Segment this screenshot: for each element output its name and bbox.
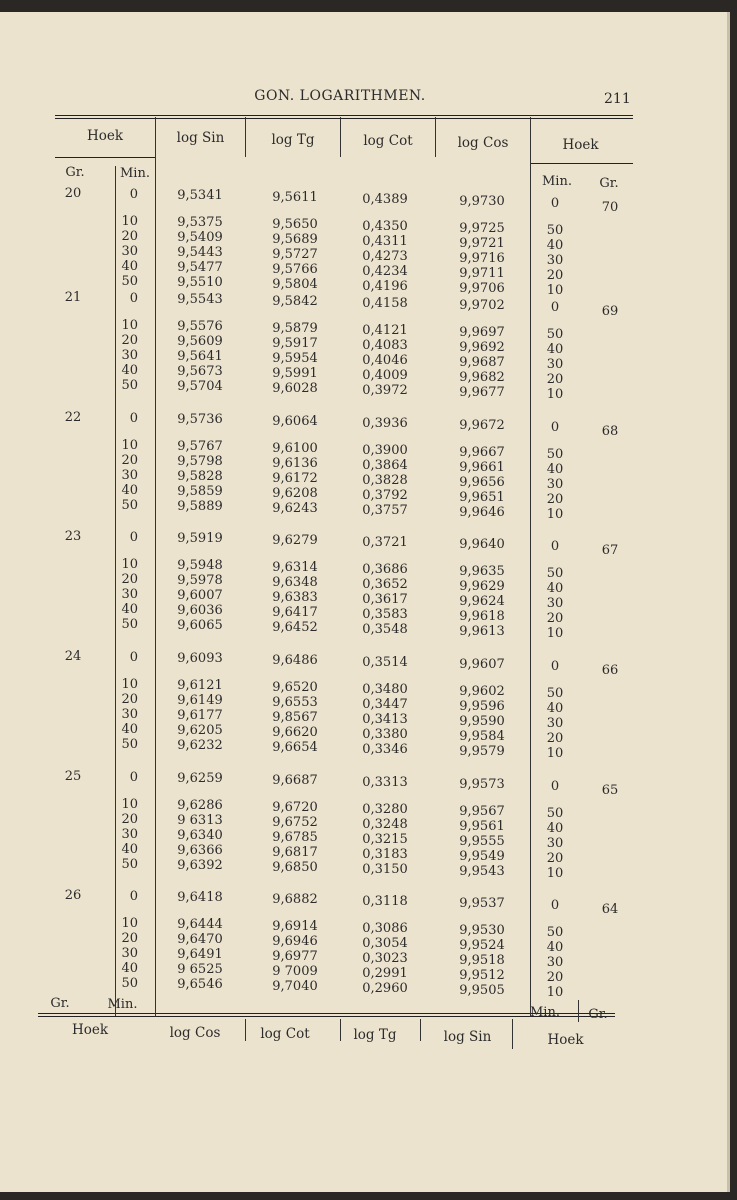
rule-horizontal — [55, 115, 633, 116]
header-log-tg: log Tg — [271, 132, 315, 148]
complement-minute-cell: 10 — [546, 985, 564, 1000]
log-tg-cell: 9,5879 — [272, 321, 318, 336]
complement-minute-cell: 30 — [546, 716, 564, 731]
complement-minute-cell: 10 — [546, 626, 564, 641]
log-cos-cell: 9,9692 — [459, 340, 505, 355]
log-cot-cell: 0,3652 — [362, 577, 408, 592]
complement-minute-cell: 40 — [546, 821, 564, 836]
log-sin-cell: 9,6286 — [177, 798, 223, 813]
complement-minute-cell: 0 — [550, 196, 560, 211]
log-tg-cell: 9,5650 — [272, 217, 318, 232]
log-tg-cell: 9,6785 — [272, 830, 318, 845]
complement-minute-cell: 40 — [546, 462, 564, 477]
log-tg-cell: 9,8567 — [272, 710, 318, 725]
log-cos-cell: 9,9721 — [459, 236, 505, 251]
log-cot-cell: 0,3447 — [362, 697, 408, 712]
minute-cell: 0 — [129, 770, 138, 785]
degree-label: 20 — [64, 186, 82, 201]
log-tg-cell: 9,6279 — [272, 533, 318, 548]
footer-log-cos: log Cos — [169, 1025, 221, 1041]
log-cos-cell: 9,9584 — [459, 729, 505, 744]
complement-minute-cell: 20 — [546, 731, 564, 746]
complement-degree-label: 70 — [601, 200, 619, 215]
minute-cell: 50 — [121, 274, 138, 289]
log-cot-cell: 0,3313 — [362, 775, 408, 790]
log-sin-cell: 9,5609 — [177, 334, 223, 349]
log-cos-cell: 9,9651 — [459, 490, 505, 505]
complement-degree-label: 66 — [601, 663, 619, 678]
minute-cell: 40 — [121, 961, 138, 976]
complement-degree-label: 65 — [601, 783, 619, 798]
footer-hoek-right: Hoek — [547, 1032, 584, 1048]
log-tg-cell: 9 7009 — [272, 964, 318, 979]
minute-cell: 20 — [121, 333, 138, 348]
rule-horizontal — [530, 163, 633, 164]
complement-minute-cell: 40 — [546, 342, 564, 357]
log-cot-cell: 0,4158 — [362, 296, 408, 311]
log-cot-cell: 0,3864 — [362, 458, 408, 473]
footer-log-tg: log Tg — [353, 1027, 397, 1043]
complement-minute-cell: 20 — [546, 268, 564, 283]
log-cot-cell: 0,4196 — [362, 279, 408, 294]
log-tg-cell: 9,6136 — [272, 456, 318, 471]
log-sin-cell: 9 6313 — [177, 813, 223, 828]
log-cot-cell: 0,4234 — [362, 264, 408, 279]
degree-label: 22 — [64, 410, 82, 425]
minute-cell: 10 — [121, 214, 138, 229]
log-cot-cell: 0,4350 — [362, 219, 408, 234]
log-cot-cell: 0,3118 — [362, 894, 408, 909]
log-cos-cell: 9,9549 — [459, 849, 505, 864]
log-tg-cell: 9,5727 — [272, 247, 318, 262]
running-head: GON. LOGARITHMEN. — [254, 88, 426, 104]
log-cos-cell: 9,9635 — [459, 564, 505, 579]
degree-label: 24 — [64, 649, 82, 664]
rule-vertical — [155, 117, 156, 1017]
complement-degree-label: 64 — [601, 902, 619, 917]
log-cot-cell: 0,3548 — [362, 622, 408, 637]
complement-minute-cell: 0 — [550, 898, 560, 913]
log-cot-cell: 0,3617 — [362, 592, 408, 607]
book-page — [0, 12, 730, 1192]
rule-vertical — [340, 117, 341, 157]
log-sin-cell: 9 6525 — [177, 962, 223, 977]
minute-cell: 50 — [121, 976, 138, 991]
complement-minute-cell: 40 — [546, 701, 564, 716]
log-tg-cell: 9,6243 — [272, 501, 318, 516]
log-tg-cell: 9,6882 — [272, 892, 318, 907]
log-tg-cell: 9,6620 — [272, 725, 318, 740]
log-cos-cell: 9,9702 — [459, 298, 505, 313]
minute-cell: 0 — [129, 411, 138, 426]
log-cos-cell: 9,9543 — [459, 864, 505, 879]
log-cos-cell: 9,9596 — [459, 699, 505, 714]
log-cos-cell: 9,9512 — [459, 968, 505, 983]
subheader-min-left: Min. — [120, 166, 150, 181]
log-cos-cell: 9,9661 — [459, 460, 505, 475]
log-cot-cell: 0,3086 — [362, 921, 408, 936]
log-tg-cell: 9,6752 — [272, 815, 318, 830]
log-cos-cell: 9,9607 — [459, 657, 505, 672]
complement-minute-cell: 20 — [546, 851, 564, 866]
log-tg-cell: 9,6687 — [272, 773, 318, 788]
log-tg-cell: 9,6520 — [272, 680, 318, 695]
complement-minute-cell: 50 — [546, 327, 564, 342]
log-cos-cell: 9,9505 — [459, 983, 505, 998]
log-cos-cell: 9,9561 — [459, 819, 505, 834]
rule-vertical — [245, 117, 246, 157]
log-tg-cell: 9,6348 — [272, 575, 318, 590]
minute-cell: 20 — [121, 812, 138, 827]
log-cot-cell: 0,3413 — [362, 712, 408, 727]
footer-gr-left: Gr. — [50, 996, 70, 1011]
log-sin-cell: 9,6149 — [177, 693, 223, 708]
log-cos-cell: 9,9537 — [459, 896, 505, 911]
log-cos-cell: 9,9573 — [459, 777, 505, 792]
log-tg-cell: 9,6100 — [272, 441, 318, 456]
minute-cell: 10 — [121, 916, 138, 931]
log-sin-cell: 9,6036 — [177, 603, 223, 618]
minute-cell: 40 — [121, 363, 138, 378]
log-cos-cell: 9,9613 — [459, 624, 505, 639]
log-tg-cell: 9,5991 — [272, 366, 318, 381]
minute-cell: 0 — [129, 889, 138, 904]
minute-cell: 20 — [121, 453, 138, 468]
header-hoek-left: Hoek — [86, 128, 124, 144]
log-sin-cell: 9,5510 — [177, 275, 223, 290]
footer-hoek-left: Hoek — [71, 1022, 109, 1038]
minute-cell: 30 — [121, 827, 138, 842]
header-log-cot: log Cot — [363, 133, 413, 149]
log-cos-cell: 9,9555 — [459, 834, 505, 849]
log-tg-cell: 9,6817 — [272, 845, 318, 860]
log-sin-cell: 9,5889 — [177, 499, 223, 514]
log-tg-cell: 9,6850 — [272, 860, 318, 875]
minute-cell: 30 — [121, 587, 138, 602]
log-sin-cell: 9,5767 — [177, 439, 223, 454]
minute-cell: 20 — [121, 931, 138, 946]
log-cos-cell: 9,9697 — [459, 325, 505, 340]
log-sin-cell: 9,5978 — [177, 573, 223, 588]
complement-minute-cell: 20 — [546, 492, 564, 507]
log-tg-cell: 9,6553 — [272, 695, 318, 710]
minute-cell: 10 — [121, 797, 138, 812]
degree-label: 21 — [64, 290, 82, 305]
log-cot-cell: 0,3792 — [362, 488, 408, 503]
log-cos-cell: 9,9629 — [459, 579, 505, 594]
minute-cell: 10 — [121, 557, 138, 572]
log-cos-cell: 9,9524 — [459, 938, 505, 953]
degree-label: 23 — [64, 529, 82, 544]
complement-minute-cell: 50 — [546, 566, 564, 581]
minute-cell: 50 — [121, 857, 138, 872]
log-cos-cell: 9,9618 — [459, 609, 505, 624]
complement-minute-cell: 30 — [546, 955, 564, 970]
log-sin-cell: 9,6470 — [177, 932, 223, 947]
log-sin-cell: 9,5543 — [177, 292, 223, 307]
complement-minute-cell: 20 — [546, 372, 564, 387]
log-cos-cell: 9,9624 — [459, 594, 505, 609]
log-cot-cell: 0,4083 — [362, 338, 408, 353]
log-sin-cell: 9,6340 — [177, 828, 223, 843]
log-cot-cell: 0,4009 — [362, 368, 408, 383]
complement-minute-cell: 0 — [550, 300, 560, 315]
log-sin-cell: 9,5477 — [177, 260, 223, 275]
minute-cell: 10 — [121, 318, 138, 333]
minute-cell: 0 — [129, 530, 138, 545]
minute-cell: 40 — [121, 483, 138, 498]
minute-cell: 30 — [121, 244, 138, 259]
log-tg-cell: 9,5917 — [272, 336, 318, 351]
log-cot-cell: 0,3828 — [362, 473, 408, 488]
complement-minute-cell: 40 — [546, 238, 564, 253]
log-cot-cell: 0,3023 — [362, 951, 408, 966]
log-cot-cell: 0,3480 — [362, 682, 408, 697]
complement-minute-cell: 10 — [546, 283, 564, 298]
log-tg-cell: 9,6383 — [272, 590, 318, 605]
log-cot-cell: 0,3514 — [362, 655, 408, 670]
log-sin-cell: 9,5919 — [177, 531, 223, 546]
log-sin-cell: 9,6392 — [177, 858, 223, 873]
log-tg-cell: 9,6977 — [272, 949, 318, 964]
minute-cell: 20 — [121, 229, 138, 244]
header-hoek-right: Hoek — [562, 137, 599, 153]
log-cos-cell: 9,9579 — [459, 744, 505, 759]
complement-minute-cell: 10 — [546, 866, 564, 881]
log-tg-cell: 9,5689 — [272, 232, 318, 247]
minute-cell: 20 — [121, 692, 138, 707]
log-sin-cell: 9,6177 — [177, 708, 223, 723]
log-cot-cell: 0,3936 — [362, 416, 408, 431]
log-tg-cell: 9,6208 — [272, 486, 318, 501]
complement-minute-cell: 30 — [546, 596, 564, 611]
log-sin-cell: 9,6121 — [177, 678, 223, 693]
footer-log-cot: log Cot — [260, 1026, 310, 1042]
complement-minute-cell: 50 — [546, 223, 564, 238]
minute-cell: 10 — [121, 677, 138, 692]
log-sin-cell: 9,6491 — [177, 947, 223, 962]
minute-cell: 0 — [129, 187, 138, 202]
complement-minute-cell: 20 — [546, 970, 564, 985]
subheader-min-right: Min. — [542, 174, 572, 189]
log-cos-cell: 9,9672 — [459, 418, 505, 433]
footer-log-sin: log Sin — [443, 1029, 492, 1045]
footer-min-left: Min. — [107, 997, 138, 1012]
minute-cell: 30 — [121, 946, 138, 961]
log-cot-cell: 0,3248 — [362, 817, 408, 832]
log-cos-cell: 9,9687 — [459, 355, 505, 370]
log-sin-cell: 9,6418 — [177, 890, 223, 905]
minute-cell: 30 — [121, 707, 138, 722]
minute-cell: 0 — [129, 650, 138, 665]
log-tg-cell: 9,7040 — [272, 979, 318, 994]
log-cos-cell: 9,9711 — [459, 266, 505, 281]
log-cot-cell: 0,4121 — [362, 323, 408, 338]
log-cos-cell: 9,9602 — [459, 684, 505, 699]
rule-vertical — [435, 117, 436, 157]
minute-cell: 30 — [121, 468, 138, 483]
log-cot-cell: 0,4046 — [362, 353, 408, 368]
log-cos-cell: 9,9725 — [459, 221, 505, 236]
log-cot-cell: 0,4273 — [362, 249, 408, 264]
degree-label: 25 — [64, 769, 82, 784]
minute-cell: 20 — [121, 572, 138, 587]
degree-label: 26 — [64, 888, 82, 903]
log-sin-cell: 9,5341 — [177, 188, 223, 203]
log-cot-cell: 0,3346 — [362, 742, 408, 757]
log-cot-cell: 0,3280 — [362, 802, 408, 817]
log-cos-cell: 9,9730 — [459, 194, 505, 209]
minute-cell: 40 — [121, 722, 138, 737]
log-cot-cell: 0,4311 — [362, 234, 408, 249]
complement-minute-cell: 0 — [550, 779, 560, 794]
complement-degree-label: 69 — [601, 304, 619, 319]
log-tg-cell: 9,6654 — [272, 740, 318, 755]
complement-minute-cell: 40 — [546, 581, 564, 596]
log-tg-cell: 9,5954 — [272, 351, 318, 366]
log-cot-cell: 0,3183 — [362, 847, 408, 862]
complement-minute-cell: 30 — [546, 253, 564, 268]
log-sin-cell: 9,6232 — [177, 738, 223, 753]
minute-cell: 50 — [121, 737, 138, 752]
log-tg-cell: 9,6914 — [272, 919, 318, 934]
complement-minute-cell: 50 — [546, 925, 564, 940]
minute-cell: 50 — [121, 617, 138, 632]
log-sin-cell: 9,6093 — [177, 651, 223, 666]
complement-minute-cell: 50 — [546, 447, 564, 462]
log-tg-cell: 9,6314 — [272, 560, 318, 575]
log-sin-cell: 9,5828 — [177, 469, 223, 484]
log-cot-cell: 0,3900 — [362, 443, 408, 458]
complement-degree-label: 68 — [601, 424, 619, 439]
log-sin-cell: 9,6007 — [177, 588, 223, 603]
log-cot-cell: 0,3215 — [362, 832, 408, 847]
subheader-gr-left: Gr. — [65, 165, 85, 180]
log-cos-cell: 9,9667 — [459, 445, 505, 460]
log-sin-cell: 9,5704 — [177, 379, 223, 394]
log-sin-cell: 9,5798 — [177, 454, 223, 469]
log-tg-cell: 9,5766 — [272, 262, 318, 277]
log-cos-cell: 9,9706 — [459, 281, 505, 296]
complement-minute-cell: 30 — [546, 477, 564, 492]
complement-minute-cell: 10 — [546, 746, 564, 761]
complement-degree-label: 67 — [601, 543, 619, 558]
log-tg-cell: 9,6946 — [272, 934, 318, 949]
rule-horizontal — [55, 118, 633, 119]
log-sin-cell: 9,6259 — [177, 771, 223, 786]
log-cot-cell: 0,3721 — [362, 535, 408, 550]
page-number: 211 — [604, 91, 631, 107]
log-sin-cell: 9,5859 — [177, 484, 223, 499]
log-cot-cell: 0,3380 — [362, 727, 408, 742]
header-log-cos: log Cos — [457, 135, 509, 151]
header-log-sin: log Sin — [176, 130, 225, 146]
log-tg-cell: 9,6720 — [272, 800, 318, 815]
log-tg-cell: 9,6417 — [272, 605, 318, 620]
log-tg-cell: 9,6486 — [272, 653, 318, 668]
log-sin-cell: 9,5409 — [177, 230, 223, 245]
minute-cell: 40 — [121, 842, 138, 857]
log-sin-cell: 9,6065 — [177, 618, 223, 633]
minute-cell: 40 — [121, 259, 138, 274]
log-sin-cell: 9,5736 — [177, 412, 223, 427]
complement-minute-cell: 0 — [550, 420, 560, 435]
complement-minute-cell: 0 — [550, 539, 560, 554]
log-cos-cell: 9,9640 — [459, 537, 505, 552]
minute-cell: 30 — [121, 348, 138, 363]
log-sin-cell: 9,5948 — [177, 558, 223, 573]
complement-minute-cell: 50 — [546, 686, 564, 701]
log-sin-cell: 9,5576 — [177, 319, 223, 334]
log-sin-cell: 9,6366 — [177, 843, 223, 858]
log-cos-cell: 9,9590 — [459, 714, 505, 729]
log-cos-cell: 9,9682 — [459, 370, 505, 385]
footer-min-right: Min. — [530, 1005, 560, 1020]
complement-minute-cell: 20 — [546, 611, 564, 626]
complement-minute-cell: 10 — [546, 507, 564, 522]
complement-minute-cell: 30 — [546, 357, 564, 372]
minute-cell: 0 — [129, 291, 138, 306]
log-cot-cell: 0,3686 — [362, 562, 408, 577]
log-cot-cell: 0,3972 — [362, 383, 408, 398]
log-cot-cell: 0,4389 — [362, 192, 408, 207]
log-sin-cell: 9,5673 — [177, 364, 223, 379]
log-cos-cell: 9,9656 — [459, 475, 505, 490]
log-cos-cell: 9,9530 — [459, 923, 505, 938]
log-tg-cell: 9,5611 — [272, 190, 318, 205]
complement-minute-cell: 40 — [546, 940, 564, 955]
log-tg-cell: 9,6172 — [272, 471, 318, 486]
log-cot-cell: 0,2991 — [362, 966, 408, 981]
log-cot-cell: 0,3583 — [362, 607, 408, 622]
complement-minute-cell: 0 — [550, 659, 560, 674]
log-sin-cell: 9,6205 — [177, 723, 223, 738]
footer-gr-right: Gr. — [588, 1007, 608, 1022]
log-cot-cell: 0,3054 — [362, 936, 408, 951]
rule-horizontal — [55, 157, 155, 158]
log-cos-cell: 9,9567 — [459, 804, 505, 819]
log-cos-cell: 9,9677 — [459, 385, 505, 400]
minute-cell: 50 — [121, 378, 138, 393]
log-tg-cell: 9,6064 — [272, 414, 318, 429]
log-sin-cell: 9,6546 — [177, 977, 223, 992]
minute-cell: 10 — [121, 438, 138, 453]
minute-cell: 50 — [121, 498, 138, 513]
complement-minute-cell: 50 — [546, 806, 564, 821]
log-cot-cell: 0,3150 — [362, 862, 408, 877]
rule-vertical — [530, 117, 531, 1017]
log-tg-cell: 9,6452 — [272, 620, 318, 635]
log-sin-cell: 9,5443 — [177, 245, 223, 260]
subheader-gr-right: Gr. — [599, 176, 619, 191]
log-sin-cell: 9,5375 — [177, 215, 223, 230]
minute-cell: 40 — [121, 602, 138, 617]
complement-minute-cell: 10 — [546, 387, 564, 402]
log-cos-cell: 9,9646 — [459, 505, 505, 520]
log-tg-cell: 9,5842 — [272, 294, 318, 309]
log-sin-cell: 9,6444 — [177, 917, 223, 932]
log-tg-cell: 9,6028 — [272, 381, 318, 396]
log-cot-cell: 0,3757 — [362, 503, 408, 518]
log-cot-cell: 0,2960 — [362, 981, 408, 996]
complement-minute-cell: 30 — [546, 836, 564, 851]
log-sin-cell: 9,5641 — [177, 349, 223, 364]
log-cos-cell: 9,9716 — [459, 251, 505, 266]
log-cos-cell: 9,9518 — [459, 953, 505, 968]
log-tg-cell: 9,5804 — [272, 277, 318, 292]
